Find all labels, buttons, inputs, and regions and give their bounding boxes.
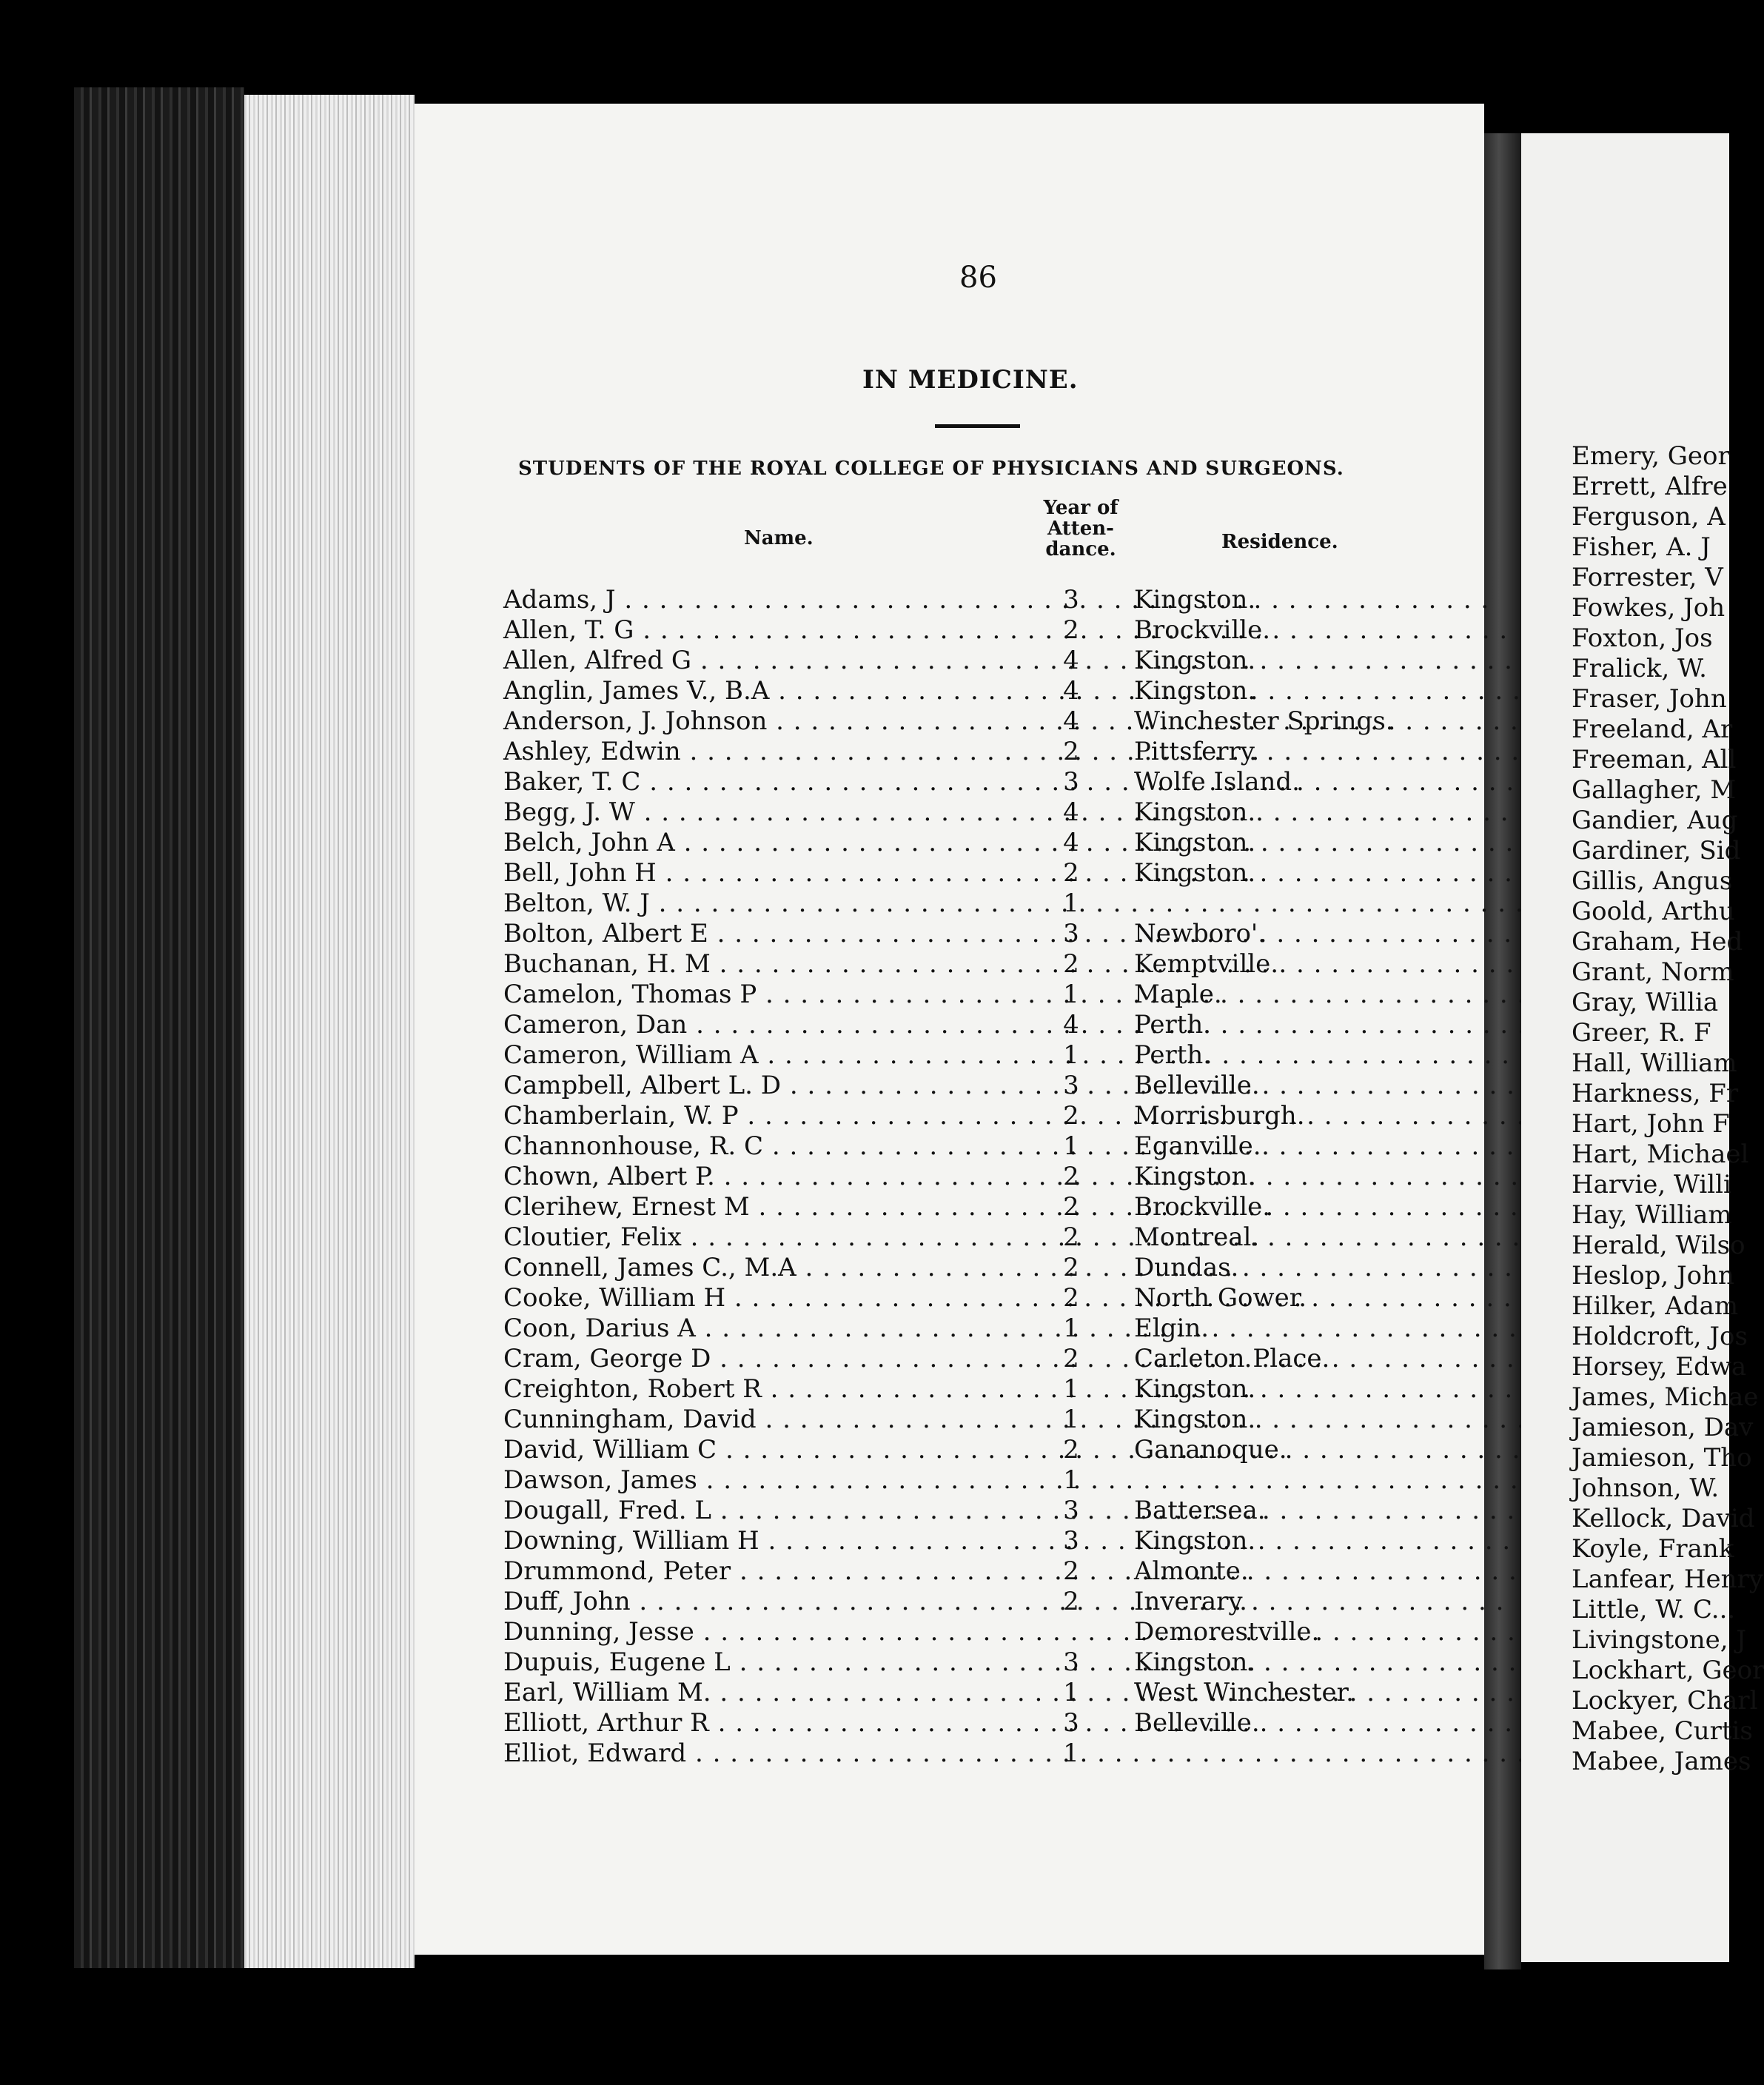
table-row: [503, 1526, 1458, 1556]
next-page-list-item: Fisher, A. J: [1572, 532, 1711, 562]
residence: Belleville.: [1134, 1708, 1260, 1738]
table-subtitle: STUDENTS OF THE ROYAL COLLEGE OF PHYSICIANS AND SURGEONS.: [518, 458, 1344, 480]
next-page-list-item: Mabee, Curtis: [1572, 1716, 1753, 1746]
residence: Battersea.: [1134, 1496, 1266, 1525]
year-of-attendance: 1: [1063, 1374, 1079, 1404]
next-page-list-item: Little, W. C...: [1572, 1595, 1736, 1624]
residence: Gananoque.: [1134, 1435, 1287, 1465]
next-page-list-item: Heslop, John: [1572, 1261, 1734, 1291]
student-name: Dougall, Fred. L . . .: [503, 1496, 1051, 1526]
student-name: Cooke, William H . . .: [503, 1283, 1051, 1313]
residence: Kemptville.: [1134, 949, 1279, 979]
next-page-list-item: Hart, John F: [1572, 1109, 1730, 1139]
next-page-list-item: Forrester, V: [1572, 563, 1723, 592]
residence: North Gower.: [1134, 1283, 1307, 1313]
table-row: [503, 1253, 1458, 1283]
residence: Demorestville.: [1134, 1617, 1320, 1647]
year-of-attendance: 1: [1063, 980, 1079, 1009]
student-name: Campbell, Albert L. D . . .: [503, 1071, 1051, 1101]
student-name: Adams, J . . .: [503, 585, 1051, 615]
next-page-list-item: Greer, R. F: [1572, 1018, 1711, 1048]
residence: Belleville.: [1134, 1071, 1260, 1100]
year-of-attendance: 4: [1063, 706, 1079, 736]
next-page-list-item: Horsey, Edwa: [1572, 1352, 1747, 1382]
year-of-attendance: 2: [1063, 1162, 1079, 1191]
table-row: [503, 1283, 1458, 1313]
student-name: Clerihew, Ernest M . . .: [503, 1192, 1051, 1222]
student-name: Buchanan, H. M . . .: [503, 949, 1051, 980]
table-row: [503, 1071, 1458, 1101]
next-page-list-item: Johnson, W.: [1572, 1473, 1720, 1503]
next-page-list-item: Grant, Norm: [1572, 957, 1734, 987]
table-row: [503, 676, 1458, 706]
year-of-attendance: 4: [1063, 797, 1079, 827]
next-page-list-item: Goold, Arthu: [1572, 897, 1735, 926]
year-of-attendance: 3: [1063, 585, 1079, 615]
student-name: Drummond, Peter . . .: [503, 1556, 1051, 1587]
year-of-attendance: 4: [1063, 646, 1079, 675]
student-name: Chamberlain, W. P . . .: [503, 1101, 1051, 1131]
student-name: Cloutier, Felix . . .: [503, 1222, 1051, 1253]
student-name: David, William C . . .: [503, 1435, 1051, 1465]
next-page-list-item: Gallagher, M: [1572, 775, 1737, 805]
table-row: [503, 1222, 1458, 1253]
residence: West Winchester.: [1134, 1678, 1354, 1707]
table-row: [503, 797, 1458, 828]
student-name: Duff, John . . .: [503, 1587, 1051, 1617]
student-name: Bell, John H . . .: [503, 858, 1051, 888]
residence: Pittsferry.: [1134, 737, 1260, 766]
next-page-list-item: Holdcroft, Jos: [1572, 1322, 1748, 1351]
student-list: [503, 585, 1458, 1769]
next-page-list-item: Errett, Alfre: [1572, 472, 1728, 501]
table-row: [503, 706, 1458, 737]
next-page-list-item: Livingstone, J: [1572, 1625, 1747, 1655]
residence: Brockville.: [1134, 615, 1271, 645]
year-of-attendance: 3: [1063, 1496, 1079, 1525]
next-page-list-item: Foxton, Jos: [1572, 623, 1713, 653]
right-page-partial: [1521, 133, 1764, 1962]
year-of-attendance: 3: [1063, 1708, 1079, 1738]
year-of-attendance: 2: [1063, 1344, 1079, 1373]
next-page-list-item: Herald, Wilso: [1572, 1231, 1745, 1260]
student-name: Elliott, Arthur R . . .: [503, 1708, 1051, 1738]
page-number: 86: [959, 261, 997, 295]
next-page-list-item: Lockyer, Charl: [1572, 1686, 1758, 1716]
section-title: IN MEDICINE.: [862, 365, 1079, 395]
year-of-attendance: 3: [1063, 1071, 1079, 1100]
next-page-list-item: Fralick, W.: [1572, 654, 1707, 683]
book-edge-dark: [74, 87, 244, 1968]
table-row: [503, 1678, 1458, 1708]
residence: Almonte.: [1134, 1556, 1249, 1586]
table-row: [503, 1435, 1458, 1465]
year-of-attendance: 3: [1063, 1647, 1079, 1677]
residence: Brockville.: [1134, 1192, 1271, 1222]
residence: Carleton Place.: [1134, 1344, 1330, 1373]
student-name: Dawson, James . . .: [503, 1465, 1051, 1496]
residence: Kingston.: [1134, 858, 1256, 888]
student-name: Connell, James C., M.A . . .: [503, 1253, 1051, 1283]
column-header-name: Name.: [744, 527, 814, 549]
student-name: Anderson, J. Johnson . . .: [503, 706, 1051, 737]
residence: Kingston.: [1134, 646, 1256, 675]
next-page-list: [1572, 441, 1764, 1777]
year-of-attendance: 1: [1063, 1131, 1079, 1161]
residence: Wolfe Island.: [1134, 767, 1300, 797]
table-row: [503, 980, 1458, 1010]
table-row: [503, 949, 1458, 980]
table-row: [503, 828, 1458, 858]
residence: Inverary.: [1134, 1587, 1247, 1616]
year-of-attendance: 3: [1063, 919, 1079, 948]
residence: Elgin.: [1134, 1313, 1210, 1343]
table-row: [503, 1647, 1458, 1678]
year-of-attendance: 4: [1063, 676, 1079, 706]
year-of-attendance: 4: [1063, 828, 1079, 857]
student-name: Earl, William M. . . .: [503, 1678, 1051, 1708]
next-page-list-item: James, Michae: [1572, 1382, 1759, 1412]
next-page-list-item: Hart, Michael: [1572, 1139, 1749, 1169]
year-of-attendance: 2: [1063, 615, 1079, 645]
next-page-list-item: Fowkes, Joh: [1572, 593, 1726, 623]
column-header-year: [1040, 498, 1121, 560]
residence: Kingston.: [1134, 1405, 1256, 1434]
next-page-list-item: Hay, William: [1572, 1200, 1732, 1230]
year-of-attendance: 1: [1063, 1313, 1079, 1343]
student-name: Cameron, Dan . . .: [503, 1010, 1051, 1040]
next-page-list-item: Graham, Hed: [1572, 927, 1743, 957]
student-name: Belton, W. J . . .: [503, 888, 1051, 919]
year-of-attendance: 2: [1063, 1222, 1079, 1252]
column-header-year-line: Atten-: [1047, 518, 1114, 540]
table-row: [503, 858, 1458, 888]
year-of-attendance: 1: [1063, 888, 1079, 918]
residence: Dundas.: [1134, 1253, 1239, 1282]
year-of-attendance: 4: [1063, 1010, 1079, 1040]
residence: Kingston.: [1134, 828, 1256, 857]
year-of-attendance: 1: [1063, 1040, 1079, 1070]
next-page-list-item: Emery, Geor: [1572, 441, 1730, 471]
year-of-attendance: 2: [1063, 949, 1079, 979]
student-name: Allen, T. G . . .: [503, 615, 1051, 646]
student-name: Begg, J. W . . .: [503, 797, 1051, 828]
column-header-year-line: dance.: [1045, 538, 1116, 560]
column-header-residence: Residence.: [1221, 531, 1338, 553]
residence: Eganville.: [1134, 1131, 1261, 1161]
table-row: [503, 1465, 1458, 1496]
next-page-list-item: Harkness, Fr: [1572, 1079, 1739, 1108]
table-row: [503, 615, 1458, 646]
table-row: [503, 919, 1458, 949]
table-row: [503, 1131, 1458, 1162]
student-name: Bolton, Albert E . . .: [503, 919, 1051, 949]
title-rule: [935, 424, 1020, 428]
next-page-list-item: Kellock, David: [1572, 1504, 1755, 1533]
residence: Perth.: [1134, 1010, 1212, 1040]
next-page-list-item: Freeland, Ar: [1572, 714, 1733, 744]
year-of-attendance: 1: [1063, 1405, 1079, 1434]
next-page-list-item: Hilker, Adam: [1572, 1291, 1739, 1321]
next-page-list-item: Lanfear, Henry: [1572, 1564, 1763, 1594]
next-page-list-item: Gray, Willia: [1572, 988, 1719, 1017]
table-row: [503, 737, 1458, 767]
next-page-list-item: Koyle, Frank: [1572, 1534, 1734, 1564]
next-page-list-item: Jamieson, Tho: [1572, 1443, 1752, 1473]
next-page-list-item: Gardiner, Sid: [1572, 836, 1741, 866]
next-page-list-item: Lockhart, Geor: [1572, 1656, 1764, 1685]
student-name: Channonhouse, R. C . . .: [503, 1131, 1051, 1162]
table-row: [503, 1405, 1458, 1435]
residence: Kingston.: [1134, 1526, 1256, 1556]
table-row: [503, 1101, 1458, 1131]
next-page-list-item: Freeman, All: [1572, 745, 1737, 774]
table-row: [503, 646, 1458, 676]
student-name: Dupuis, Eugene L . . .: [503, 1647, 1051, 1678]
year-of-attendance: 2: [1063, 1587, 1079, 1616]
residence: Kingston.: [1134, 585, 1256, 615]
table-row: [503, 1344, 1458, 1374]
table-row: [503, 1708, 1458, 1738]
table-row: [503, 1162, 1458, 1192]
student-name: Cunningham, David . . .: [503, 1405, 1051, 1435]
book-page-edges: [244, 95, 415, 1968]
table-row: [503, 1192, 1458, 1222]
residence: Winchester Springs.: [1134, 706, 1394, 736]
next-page-list-item: Fraser, John: [1572, 684, 1727, 714]
next-page-list-item: Gillis, Angus: [1572, 866, 1733, 896]
table-row: [503, 1313, 1458, 1344]
year-of-attendance: 1: [1063, 1738, 1079, 1768]
next-page-list-item: Ferguson, A: [1572, 502, 1726, 532]
student-name: Cram, George D . . .: [503, 1344, 1051, 1374]
student-name: Elliot, Edward . . .: [503, 1738, 1051, 1769]
student-name: Chown, Albert P. . . .: [503, 1162, 1051, 1192]
student-name: Camelon, Thomas P . . .: [503, 980, 1051, 1010]
table-row: [503, 767, 1458, 797]
student-name: Baker, T. C . . .: [503, 767, 1051, 797]
next-page-list-item: Jamieson, Dav: [1572, 1413, 1754, 1442]
table-row: [503, 1374, 1458, 1405]
student-name: Creighton, Robert R . . .: [503, 1374, 1051, 1405]
year-of-attendance: 1: [1063, 1465, 1079, 1495]
year-of-attendance: 2: [1063, 1283, 1079, 1313]
year-of-attendance: 1: [1063, 1678, 1079, 1707]
student-name: Cameron, William A . . .: [503, 1040, 1051, 1071]
table-row: [503, 888, 1458, 919]
residence: Morrisburgh.: [1134, 1101, 1305, 1131]
year-of-attendance: 2: [1063, 858, 1079, 888]
table-row: [503, 1010, 1458, 1040]
student-name: Allen, Alfred G . . .: [503, 646, 1051, 676]
year-of-attendance: 3: [1063, 767, 1079, 797]
student-name: Anglin, James V., B.A . . .: [503, 676, 1051, 706]
next-page-list-item: Gandier, Aug: [1572, 806, 1738, 835]
residence: Maple.: [1134, 980, 1222, 1009]
year-of-attendance: 2: [1063, 1253, 1079, 1282]
residence: Newboro'.: [1134, 919, 1267, 948]
table-row: [503, 1738, 1458, 1769]
table-row: [503, 1617, 1458, 1647]
residence: Kingston.: [1134, 676, 1256, 706]
table-row: [503, 585, 1458, 615]
residence: Kingston.: [1134, 1647, 1256, 1677]
column-header-year-line: Year of: [1043, 497, 1119, 519]
year-of-attendance: 2: [1063, 1101, 1079, 1131]
student-name: Ashley, Edwin . . .: [503, 737, 1051, 767]
table-row: [503, 1040, 1458, 1071]
table-row: [503, 1496, 1458, 1526]
year-of-attendance: 2: [1063, 737, 1079, 766]
table-row: [503, 1556, 1458, 1587]
next-page-list-item: Hall, William: [1572, 1048, 1737, 1078]
year-of-attendance: 2: [1063, 1192, 1079, 1222]
next-page-list-item: Mabee, James: [1572, 1747, 1751, 1776]
student-name: Coon, Darius A . . .: [503, 1313, 1051, 1344]
year-of-attendance: 2: [1063, 1556, 1079, 1586]
residence: Montreal.: [1134, 1222, 1260, 1252]
next-page-list-item: Harvie, Willi: [1572, 1170, 1731, 1199]
year-of-attendance: 3: [1063, 1526, 1079, 1556]
residence: Kingston.: [1134, 1162, 1256, 1191]
year-of-attendance: 2: [1063, 1435, 1079, 1465]
table-row: [503, 1587, 1458, 1617]
student-name: Belch, John A . . .: [503, 828, 1051, 858]
student-name: Dunning, Jesse . . .: [503, 1617, 1051, 1647]
student-name: Downing, William H . . .: [503, 1526, 1051, 1556]
residence: Kingston.: [1134, 1374, 1256, 1404]
residence: Perth.: [1134, 1040, 1212, 1070]
residence: Kingston.: [1134, 797, 1256, 827]
